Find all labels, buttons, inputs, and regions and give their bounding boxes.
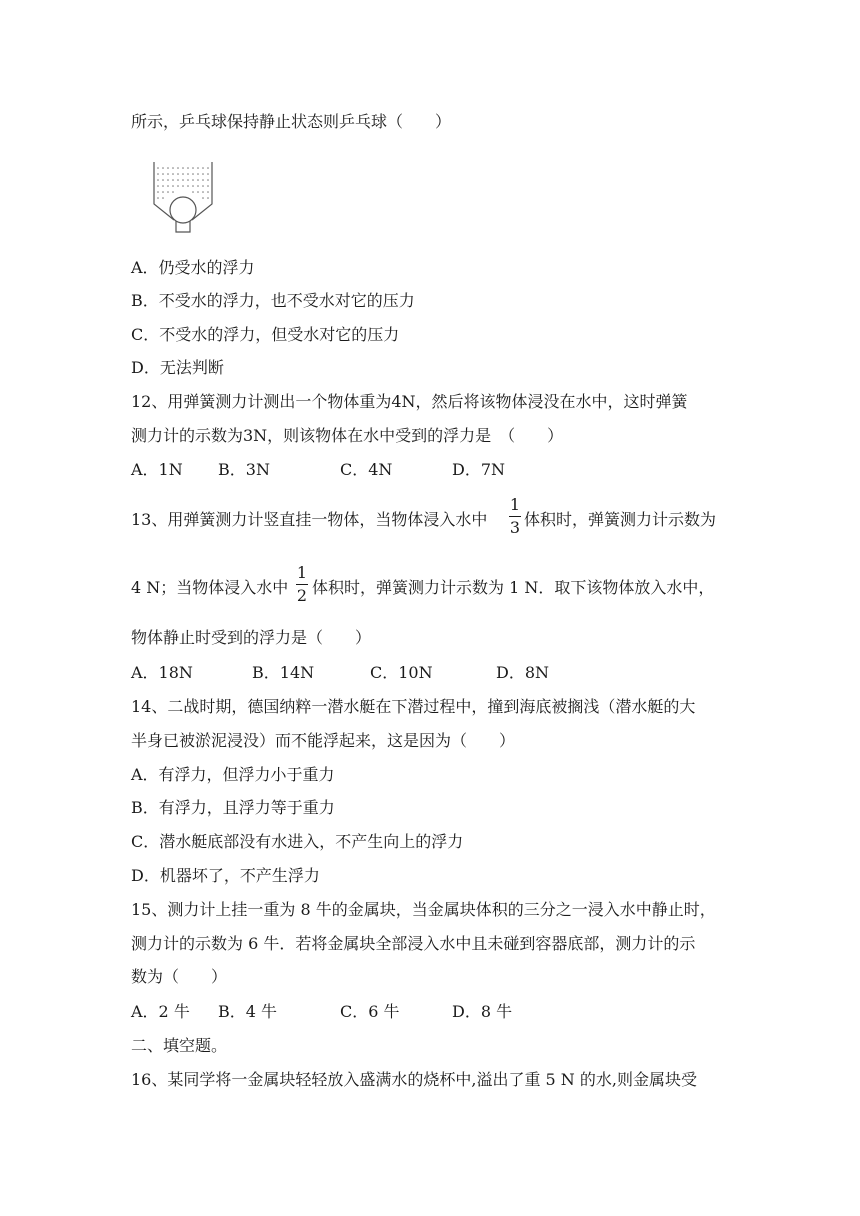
- q15-option-c: C．6 牛: [340, 1002, 400, 1021]
- q13-option-d: D．8N: [496, 663, 550, 682]
- q15-stem-line3: 数为（ ）: [131, 967, 228, 986]
- q15-option-a: A．2 牛: [131, 1002, 190, 1021]
- q13-option-c: C．10N: [370, 663, 433, 682]
- q11-stem: 所示，乒乓球保持静止状态则乒乓球（ ）: [131, 112, 452, 131]
- fraction-numerator: 1: [509, 495, 521, 514]
- q13-option-a: A．18N: [131, 663, 193, 682]
- q12-option-b: B．3N: [218, 460, 270, 479]
- fraction-one-half: [296, 563, 308, 606]
- section-heading-fill-blank: 二、填空题。: [131, 1036, 228, 1055]
- q12-stem-line1: 12、用弹簧测力计测出一个物体重为4N，然后将该物体浸没在水中，这时弹簧: [131, 392, 688, 411]
- fraction-one-third: [509, 495, 521, 538]
- q11-option-b: B．不受水的浮力，也不受水对它的压力: [131, 291, 415, 310]
- q15-stem-line1: 15、测力计上挂一重为 8 牛的金属块，当金属块体积的三分之一浸入水中静止时，: [131, 900, 716, 919]
- q14-option-d: D．机器坏了，不产生浮力: [131, 866, 320, 885]
- q14-stem-line2: 半身已被淤泥浸没）而不能浮起来，这是因为（ ）: [131, 731, 516, 750]
- q13-stem-line1b: 体积时，弹簧测力计示数为: [524, 510, 717, 529]
- q13-stem-line2a: 4 N；当物体浸入水中: [131, 578, 289, 597]
- q14-option-a: A．有浮力，但浮力小于重力: [131, 765, 335, 784]
- fraction-numerator: 1: [296, 563, 308, 582]
- q11-option-a: A．仍受水的浮力: [131, 258, 255, 277]
- q11-option-c: C．不受水的浮力，但受水对它的压力: [131, 325, 400, 344]
- fraction-denominator: 3: [509, 518, 521, 537]
- q12-option-a: A．1N: [131, 460, 183, 479]
- q16-stem-line1: 16、某同学将一金属块轻轻放入盛满水的烧杯中,溢出了重 5 N 的水,则金属块受: [131, 1070, 697, 1089]
- q13-option-b: B．14N: [252, 663, 315, 682]
- q13-stem-line2b: 体积时，弹簧测力计示数为 1 N．取下该物体放入水中，: [312, 578, 715, 597]
- q14-option-b: B．有浮力，且浮力等于重力: [131, 798, 335, 817]
- q15-option-d: D．8 牛: [452, 1002, 513, 1021]
- q14-stem-line1: 14、二战时期，德国纳粹一潜水艇在下潜过程中，撞到海底被搁浅（潜水艇的大: [131, 697, 696, 716]
- q13-stem-line3: 物体静止时受到的浮力是（ ）: [131, 628, 372, 647]
- q15-stem-line2: 测力计的示数为 6 牛．若将金属块全部浸入水中且未碰到容器底部，测力计的示: [131, 934, 696, 953]
- q12-option-d: D．7N: [452, 460, 506, 479]
- q14-option-c: C．潜水艇底部没有水进入，不产生向上的浮力: [131, 832, 464, 851]
- q11-option-d: D．无法判断: [131, 358, 224, 377]
- q15-option-b: B．4 牛: [218, 1002, 278, 1021]
- q13-stem-line1a: 13、用弹簧测力计竖直挂一物体，当物体浸入水中: [131, 510, 488, 529]
- q12-option-c: C．4N: [340, 460, 393, 479]
- ping-pong-funnel-figure: [146, 160, 220, 242]
- q12-stem-line2: 测力计的示数为3N，则该物体在水中受到的浮力是 （ ）: [131, 426, 564, 445]
- fraction-denominator: 2: [296, 586, 308, 605]
